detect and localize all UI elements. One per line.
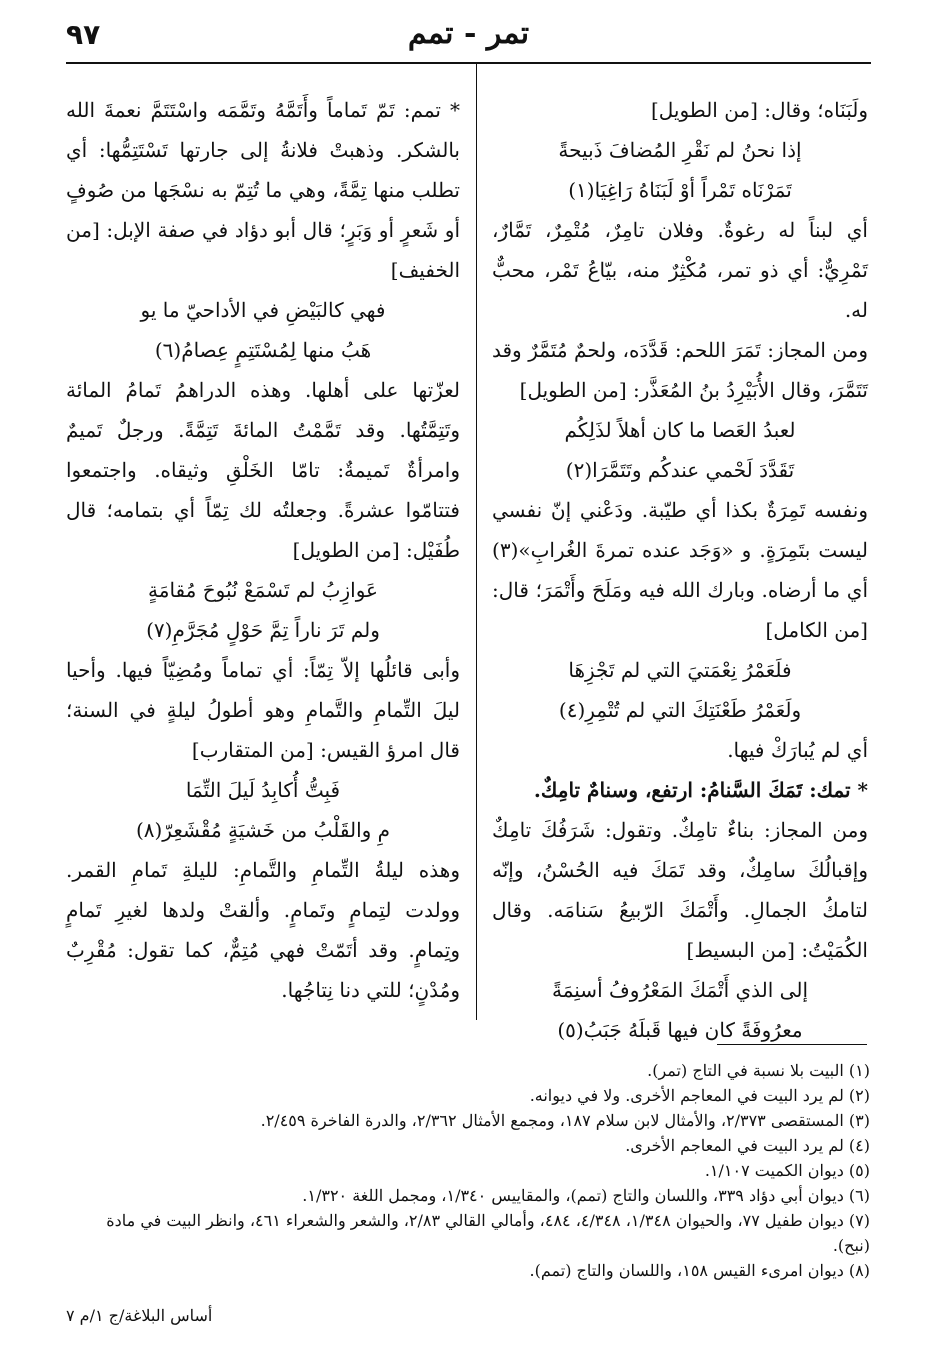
paragraph: وهذه ليلةُ التِّمامِ والتَّمامِ: لليلةِ تَمامِ القمر. وولدت لتِمامٍ وتَمامٍ. وألقتْ ولدها لغيرِ تَمامٍ وتِمامٍ. وقد أتَمّتْ فهي مُتِمٌّ، كما تقول: مُقْرِبٌ ومُدْنٍ؛ للتي دنا نِتاجُها.	[66, 858, 460, 1002]
paragraph: * تمم: تَمّ تَماماً وأَتَمَّهُ وتَمَّمَه واسْتَتَمَّ نعمةَ الله بالشكر. وذهبتْ فلانةُ إلى جارتها تَسْتَتِمُّها: أي تطلب منها تِمَّةً، وهي ما تُتِمّ به نسْجَها من صُوفٍ أو شَعرٍ أو وَبَرٍ؛ قال أبو دؤاد في صفة الإبل: [من الخفيف]	[66, 98, 460, 282]
column-divider	[476, 62, 477, 1020]
entry-heading: * تمك: تَمَكَ السَّنامُ: ارتفع، وسنامٌ تامِكٌ.	[533, 778, 868, 802]
footnote: (٥) ديوان الكميت ١/١٠٧.	[704, 1161, 870, 1180]
paragraph: أي لم يُبارَكْ فيها.	[727, 738, 868, 762]
left-column	[66, 90, 460, 1010]
verse-line: ولَعَمْرُ طَعْنَتِكَ التي لم تُتْمِرِ(٤)	[558, 698, 802, 722]
footnotes	[66, 1058, 870, 1283]
verse-line: معرُوفَةً كان فيها قَبلَهُ جَبَبُ(٥)	[557, 1018, 803, 1042]
verse-line: ولم تَرَ ناراً تِمَّ حَوْلٍ مُجَرَّمِ(٧)	[146, 618, 380, 642]
verse-line: إذا نحنُ لم نَقْرِ المُضافَ ذَبيحةً	[558, 138, 802, 162]
footnote: (٢) لم يرد البيت في المعاجم الأخرى. ولا في ديوانه.	[529, 1086, 870, 1105]
verse-line: فهي كالبَيْضِ في الأداحيّ ما يو	[140, 298, 386, 322]
verse-line: تَقَدَّدَ لَحْمي عندكُم وتَتَمَّرَا(٢)	[565, 458, 795, 482]
paragraph: وأبى قائلُها إلاّ تِمّاً: أي تماماً ومُضِيّاً فيها. وأحيا ليلَ التِّمامِ والتَّمامِ وهو أطولُ ليلةٍ في السنة؛ قال امرؤ القيس: [من المتقارب]	[66, 658, 460, 762]
footnote: (٦) ديوان أبي دؤاد ٣٣٩، واللسان والتاج (تمم)، والمقاييس ١/٣٤٠، ومجمل اللغة ١/٣٢٠.	[302, 1186, 870, 1205]
paragraph: ومن المجاز: تَمَرَ اللحم: قَدَّدَه، ولحمٌ مُتَمَّرٌ وقد تَتَمَّرَ، وقال الأُبَيْرِدُ بنُ المُعَذَّر: [من الطويل]	[492, 338, 868, 402]
paragraph: لعزّتها على أهلها. وهذه الدراهمُ تَمامُ المائة وتَتِمَّتُها. وقد تَمَّمْتُ المائةَ تَتِمَّةً. ورجلٌ تَميمٌ وامرأةٌ تَميمةٌ: تامّا الخَلْقِ وثيقاه. واجتمعوا فتتامّوا عشرةً. وجعلتُه لك تِمّاً أي بتمامه؛ قال طُفَيْل: [من الطويل]	[66, 378, 460, 562]
verse-line: عَوازِبُ لم تَسْمَعْ نُبُوحَ مُقامَةٍ	[148, 578, 378, 602]
verse-line: لعبدُ العَصا ما كان أهلاً لذَلِكُم	[564, 418, 796, 442]
signature-mark: أساس البلاغة/ج ١/م ٧	[66, 1306, 213, 1325]
verse-line: مِ والقَلْبُ من خَشيَةٍ مُقْشَعِرّ(٨)	[135, 818, 391, 842]
page-header	[66, 16, 871, 64]
verse-line: إلى الذي أَتْمَكَ المَعْرُوفُ أسنِمَةً	[551, 978, 808, 1002]
paragraph: ومن المجاز: بناءٌ تامِكٌ. وتقول: شَرَفُكَ تامِكٌ وإقبالُكَ سامِكٌ، وقد تَمَكَ فيه الحُسْنُ، وإنّه لتامكُ الجمالِ. وأَتْمَكَ الرّبيعُ سَنامَه. وقال الكُمَيْتُ: [من البسيط]	[492, 818, 868, 962]
verse-line: هَبُ منها لِمُسْتَتِمٍ عِصامُ(٦)	[154, 338, 372, 362]
footnote: (٣) المستقصى ٢/٣٧٣، والأمثال لابن سلام ١٨٧، ومجمع الأمثال ٢/٣٦٢، والدرة الفاخرة ٢/٤٥٩.	[260, 1111, 870, 1130]
verse-line: فَبِتُّ أُكابِدُ لَيلَ التِّمَا	[185, 778, 341, 802]
paragraph: ولَبَنَاه؛ وقال: [من الطويل]	[650, 98, 868, 122]
verse-line: فلَعَمْرُ نِعْمَتيَ التي لم تَجْزِهَا	[568, 658, 792, 682]
right-column	[492, 90, 868, 1050]
footnote-rule	[717, 1044, 867, 1045]
footnote: (١) البيت بلا نسبة في التاج (تمر).	[647, 1061, 870, 1080]
page-number: ٩٧	[66, 18, 101, 51]
running-title: تمر - تمم	[407, 16, 530, 51]
footnote: (٨) ديوان امرىء القيس ١٥٨، واللسان والتاج (تمم).	[529, 1261, 870, 1280]
footnote: (٤) لم يرد البيت في المعاجم الأخرى.	[625, 1136, 870, 1155]
footnote: (٧) ديوان طفيل ٧٧، والحيوان ١/٣٤٨، ٤/٣٤٨، ٤٨٤، وأمالي القالي ٢/٨٣، والشعر والشعراء ٤٦١، وانظر البيت في مادة (نبح).	[106, 1211, 870, 1255]
paragraph: ونفسه تَمِرَةٌ بكذا أي طيّبة. ودَعْني إنّ نفسي ليست بتَمِرَةٍ. و «وَجَد عنده تمرةَ الغُرابِ»(٣) أي ما أرضاه. وبارك الله فيه ومَلَحَ وأَتْمَرَ؛ قال: [من الكامل]	[492, 498, 868, 642]
verse-line: تَمَرْنَاه تَمْراً أوْ لَبَنَاهُ رَاغِيَا(١)	[568, 178, 792, 202]
paragraph: أي لبناً له رغوةٌ. وفلان تامِرٌ، مُتْمِرٌ، تَمَّارٌ، تَمْرِيٌّ: أي ذو تمر، مُكْثِرٌ منه، بيّاعُ تَمْر، محبٌّ له.	[492, 218, 868, 322]
